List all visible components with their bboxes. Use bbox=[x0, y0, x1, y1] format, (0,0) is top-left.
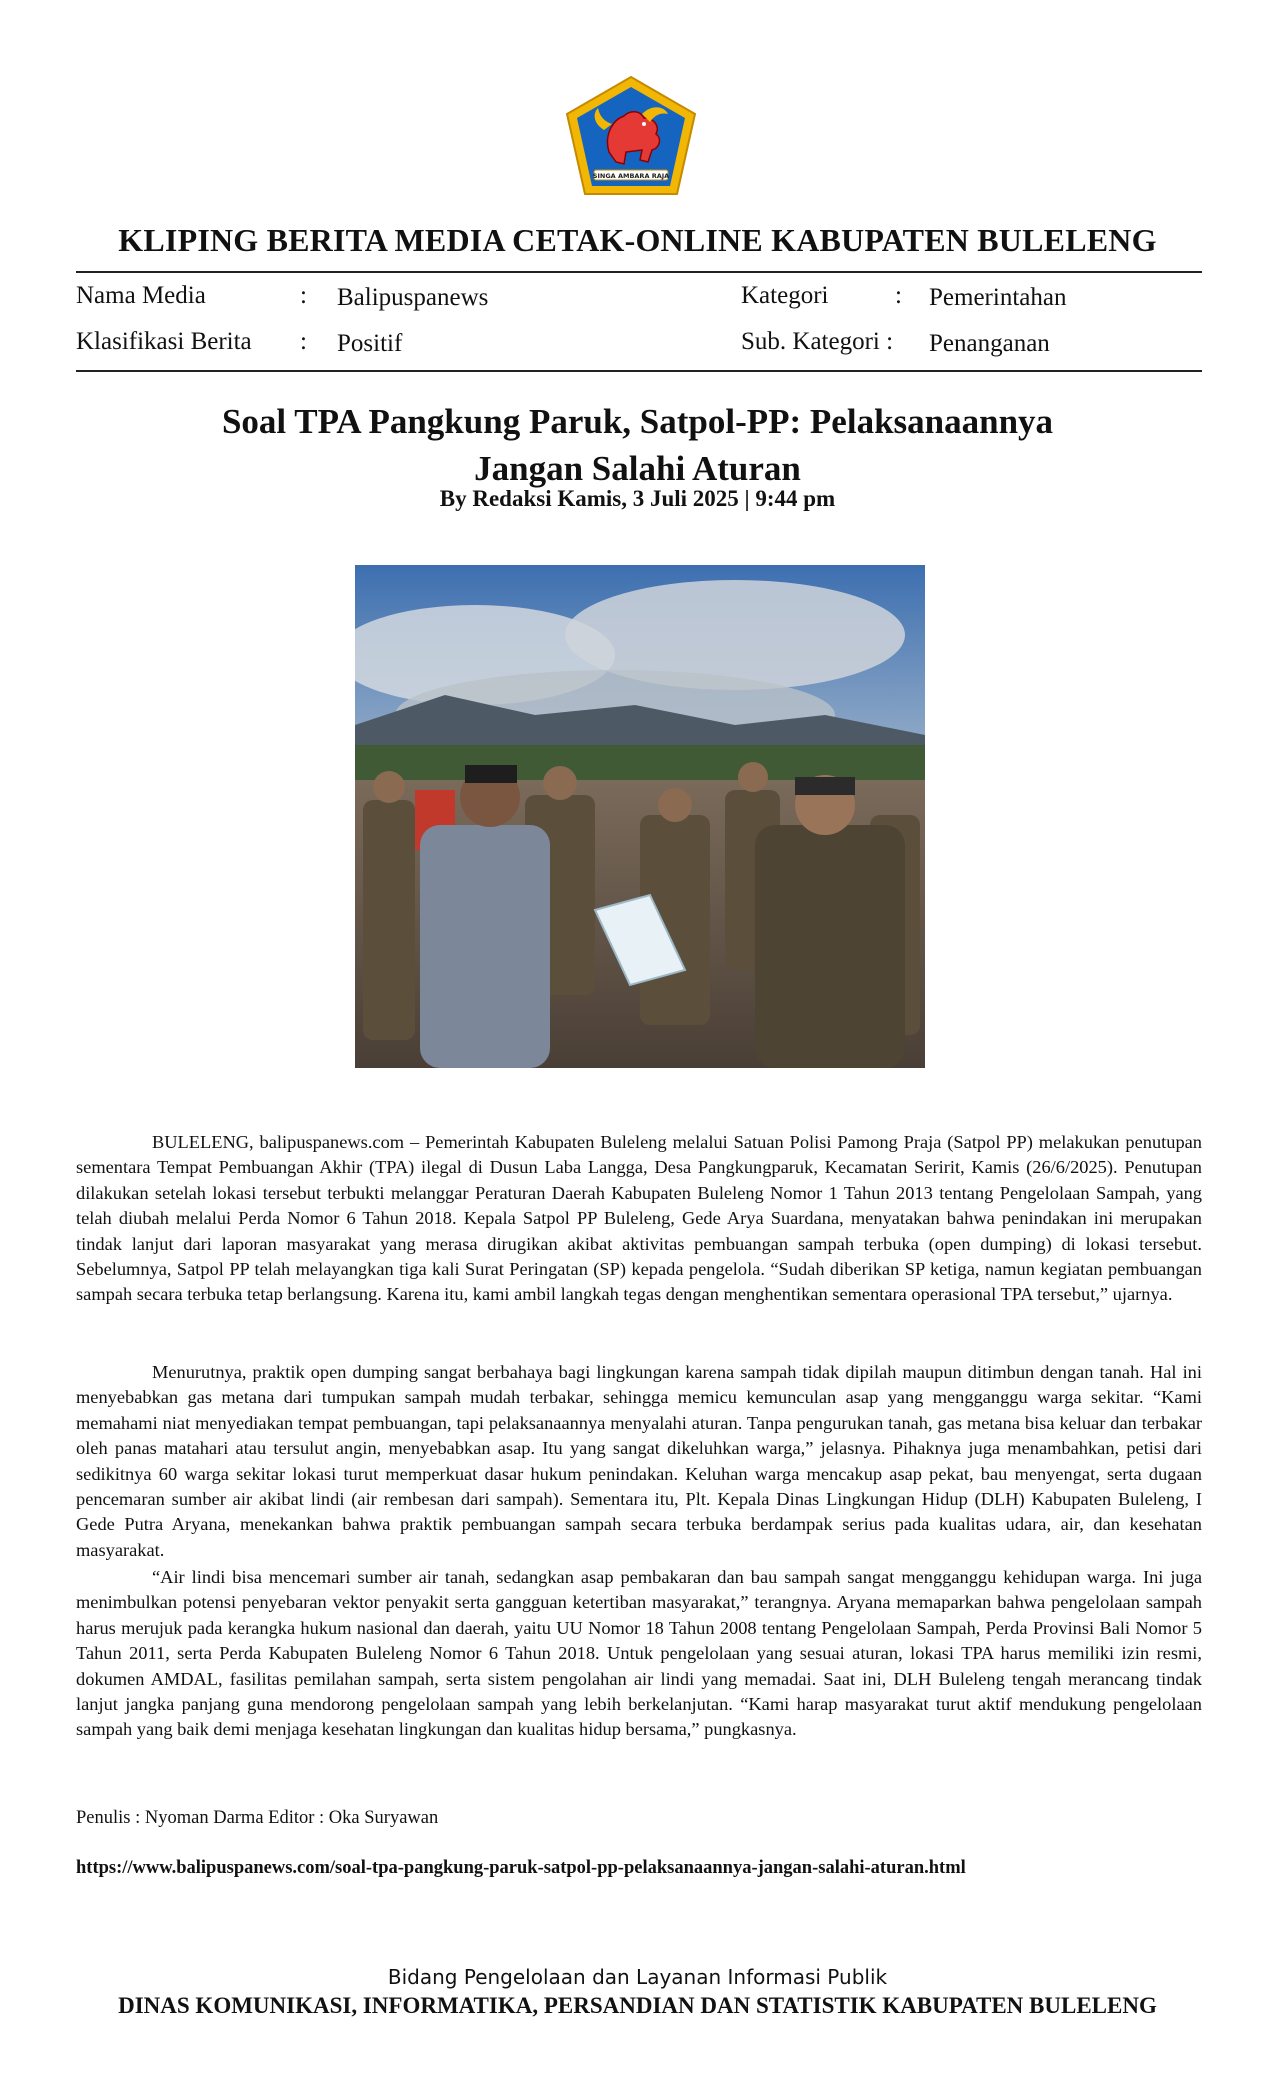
subcategory-label: Sub. Kategori : bbox=[741, 328, 894, 355]
media-value: Balipuspanews bbox=[337, 284, 489, 311]
article-credits: Penulis : Nyoman Darma Editor : Oka Suryawan bbox=[76, 1808, 439, 1828]
headline-line-1: Soal TPA Pangkung Paruk, Satpol-PP: Pelaksanaannya bbox=[221, 402, 1054, 441]
category-separator: : bbox=[895, 282, 902, 309]
footer-organization: DINAS KOMUNIKASI, INFORMATIKA, PERSANDIAN DAN STATISTIK KABUPATEN BULELENG bbox=[118, 1993, 1157, 2018]
classification-label: Klasifikasi Berita bbox=[76, 328, 252, 355]
category-label: Kategori bbox=[741, 282, 829, 309]
header-divider-bottom bbox=[76, 370, 1202, 372]
article-byline: By Redaksi Kamis, 3 Juli 2025 | 9:44 pm bbox=[439, 486, 836, 511]
headline-line-2: Jangan Salahi Aturan bbox=[474, 449, 801, 488]
media-label: Nama Media bbox=[76, 282, 206, 309]
subcategory-value: Penanganan bbox=[929, 330, 1050, 357]
article-paragraph: “Air lindi bisa mencemari sumber air tanah, sedangkan asap pembakaran dan bau sampah sangat mengganggu kehidupan warga. Ini juga menimbulkan potensi penyebaran vektor penyakit serta gangguan ketertiban masyarakat,” terangnya. Aryana memaparkan bahwa pengelolaan sampah harus merujuk pada kerangka hukum nasional dan daerah, yaitu UU Nomor 18 Tahun 2008 tentang Pengelolaan Sampah, Perda Provinsi Bali Nomor 5 Tahun 2011, serta Perda Kabupaten Buleleng Nomor 6 Tahun 2018. Untuk pengelolaan yang sesuai aturan, lokasi TPA harus memiliki izin resmi, dokumen AMDAL, fasilitas pemilahan sampah, serta sistem pengolahan air lindi yang memadai. Saat ini, DLH Buleleng tengah merancang tindak lanjut jangka panjang guna mendorong pengelolaan sampah yang lebih berkelanjutan. “Kami harap masyarakat turut aktif mendukung pengelolaan sampah yang baik demi menjaga kesehatan lingkungan dan kualitas hidup bersama,” pungkasnya. bbox=[76, 1567, 1202, 1740]
document-title: KLIPING BERITA MEDIA CETAK-ONLINE KABUPATEN BULELENG bbox=[118, 222, 1157, 258]
source-url-link[interactable]: https://www.balipuspanews.com/soal-tpa-pangkung-paruk-satpol-pp-pelaksanaannya-jangan-salahi-aturan.html bbox=[76, 1858, 966, 1878]
article-body bbox=[76, 1130, 1202, 1308]
buleleng-emblem-icon bbox=[564, 74, 698, 198]
article-body bbox=[76, 1360, 1202, 1563]
article-photo bbox=[355, 565, 925, 1068]
article-headline bbox=[0, 398, 1275, 492]
article-paragraph: Menurutnya, praktik open dumping sangat berbahaya bagi lingkungan karena sampah tidak dipilah maupun ditimbun dengan tanah. Hal ini menyebabkan gas metana dari tumpukan sampah mudah terbakar, sehingga memicu kemunculan asap yang mengganggu warga sekitar. “Kami memahami niat menyediakan tempat pembuangan, tapi pelaksanaannya menyalahi aturan. Tanpa pengurukan tanah, gas metana bisa keluar dan terbakar oleh panas matahari atau tersulut angin, menyebabkan asap. Itu yang sangat dikeluhkan warga,” jelasnya. Pihaknya juga menambahkan, petisi dari sedikitnya 60 warga sekitar lokasi turut memperkuat dasar hukum penindakan. Keluhan warga mencakup asap pekat, bau menyengat, serta dugaan pencemaran sumber air akibat lindi (air rembesan dari sampah). Sementara itu, Plt. Kepala Dinas Lingkungan Hidup (DLH) Kabupaten Buleleng, I Gede Putra Aryana, menekankan bahwa praktik pembuangan sampah secara terbuka berdampak serius pada kualitas udara, air, dan kesehatan masyarakat. bbox=[76, 1362, 1202, 1560]
media-separator: : bbox=[300, 282, 307, 309]
article-paragraph: BULELENG, balipuspanews.com – Pemerintah Kabupaten Buleleng melalui Satuan Polisi Pamong Praja (Satpol PP) melakukan penutupan sementara Tempat Pembuangan Akhir (TPA) ilegal di Dusun Laba Langga, Desa Pangkungparuk, Kecamatan Seririt, Kamis (26/6/2025). Penutupan dilakukan setelah lokasi tersebut terbukti melanggar Peraturan Daerah Kabupaten Buleleng Nomor 1 Tahun 2013 tentang Pengelolaan Sampah, yang telah diubah melalui Perda Nomor 6 Tahun 2018. Kepala Satpol PP Buleleng, Gede Arya Suardana, menyatakan bahwa penindakan ini merupakan tindak lanjut dari laporan masyarakat yang merasa dirugikan akibat aktivitas pembuangan sampah terbuka (open dumping) di lokasi tersebut. Sebelumnya, Satpol PP telah melayangkan tiga kali Surat Peringatan (SP) kepada pengelola. “Sudah diberikan SP ketiga, namun kegiatan pembuangan sampah secara terbuka tetap berlangsung. Karena itu, kami ambil langkah tegas dengan menghentikan sementara operasional TPA tersebut,” ujarnya. bbox=[76, 1132, 1202, 1305]
emblem-motto: SINGA AMBARA RAJA bbox=[592, 172, 670, 180]
footer-unit: Bidang Pengelolaan dan Layanan Informasi Publik bbox=[387, 1965, 888, 1989]
article-body bbox=[76, 1565, 1202, 1743]
classification-separator: : bbox=[300, 328, 307, 355]
header-divider-top bbox=[76, 271, 1202, 273]
classification-value: Positif bbox=[337, 330, 403, 357]
category-value: Pemerintahan bbox=[929, 284, 1067, 311]
